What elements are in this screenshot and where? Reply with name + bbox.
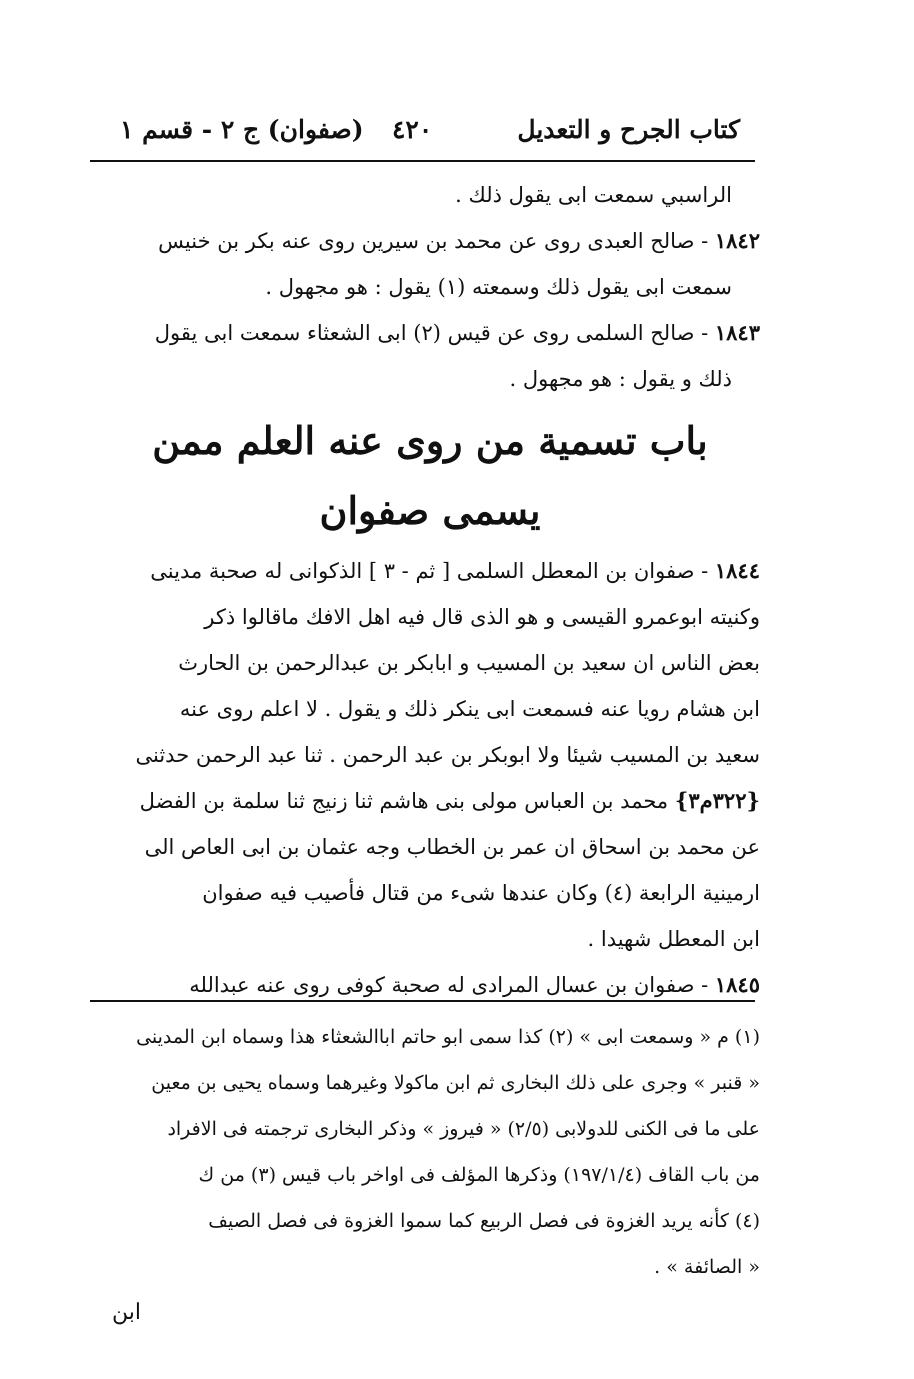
header-rule (90, 160, 755, 162)
entry-1844-line2: وكنيته ابوعمرو القيسى و هو الذى قال فيه اهل الافك ماقالوا ذكر (204, 605, 760, 629)
footnote-rule (90, 1000, 755, 1002)
entry-1844-line6 (100, 778, 760, 824)
footnote-line: من باب القاف (١٩٧/١/٤) وذكرها المؤلف فى اواخر باب قيس (٣) من ك (198, 1164, 760, 1186)
running-header (100, 108, 740, 152)
entry-number: ١٨٤٥ (714, 972, 760, 997)
main-text (100, 172, 760, 1008)
entry-number: ١٨٤٢ (714, 228, 760, 253)
entry-text: - صالح العبدى روى عن محمد بن سيرين روى عنه بكر بن خنيس (158, 229, 715, 253)
chapter-heading-line1: باب تسمية من روى عنه العلم ممن (152, 418, 708, 463)
catchword: ابن (112, 1300, 141, 1325)
footnote-line: « الصائفة » . (654, 1256, 760, 1278)
entry-1844-line9: ابن المعطل شهيدا . (587, 927, 760, 951)
entry-1844-line3: بعض الناس ان سعيد بن المسيب و ابابكر بن عبدالرحمن بن الحارث (178, 651, 760, 675)
entry-text: - صالح السلمى روى عن قيس (٢) ابى الشعثاء سمعت ابى يقول (154, 321, 715, 345)
entry-1843-line2: ذلك و يقول : هو مجهول . (509, 367, 732, 391)
source-marker: {٣٢٢م٣} (674, 788, 760, 813)
entry-1844-line8: ارمينية الرابعة (٤) وكان عندها شىء من قتال فأصيب فيه صفوان (202, 881, 760, 905)
entry-1842-line2: سمعت ابى يقول ذلك وسمعته (١) يقول : هو مجهول . (265, 275, 732, 299)
book-title: كتاب الجرح و التعديل (517, 115, 740, 144)
footnotes (100, 1014, 760, 1290)
entry-1844-line7: عن محمد بن اسحاق ان عمر بن الخطاب وجه عثمان بن ابى العاص الى (144, 835, 760, 859)
chapter-heading-line2: يسمى صفوان (319, 488, 541, 533)
page-number: ٤٢٠ (392, 115, 433, 144)
entry-text: - صفوان بن عسال المرادى له صحبة كوفى روى عنه عبدالله (189, 973, 715, 997)
intro-line: الراسبي سمعت ابى يقول ذلك . (455, 183, 732, 207)
entry-1844-line4: ابن هشام رويا عنه فسمعت ابى ينكر ذلك و يقول . لا اعلم روى عنه (179, 697, 760, 721)
footnote-line: على ما فى الكنى للدولابى (٢/٥) « فيروز » وذكر البخارى ترجمته فى الافراد (167, 1118, 760, 1140)
entry-number: ١٨٤٣ (714, 320, 760, 345)
section-label: (صفوان) ج ٢ - قسم ١ (120, 115, 364, 144)
entry-text: - صفوان بن المعطل السلمى [ ثم - ٣ ] الذكوانى له صحبة مدينى (150, 559, 715, 583)
footnote-line: (٤) كأنه يريد الغزوة فى فصل الربيع كما سموا الغزوة فى فصل الصيف (208, 1210, 760, 1232)
entry-1842-line1 (100, 218, 760, 264)
entry-text: محمد بن العباس مولى بنى هاشم ثنا زنيج ثنا سلمة بن الفضل (139, 789, 675, 813)
entry-1843-line1 (100, 310, 760, 356)
chapter-heading (100, 406, 760, 546)
footnote-line: (١) م « وسمعت ابى » (٢) كذا سمى ابو حاتم اباالشعثاء هذا وسماه ابن المدينى (136, 1026, 760, 1048)
entry-number: ١٨٤٤ (714, 558, 760, 583)
footnote-line: « قنبر » وجرى على ذلك البخارى ثم ابن ماكولا وغيرهما وسماه يحيى بن معين (151, 1072, 760, 1094)
entry-1844-line5: سعيد بن المسيب شيئا ولا ابوبكر بن عبد الرحمن . ثنا عبد الرحمن حدثنى (135, 743, 760, 767)
entry-1844-line1 (100, 548, 760, 594)
